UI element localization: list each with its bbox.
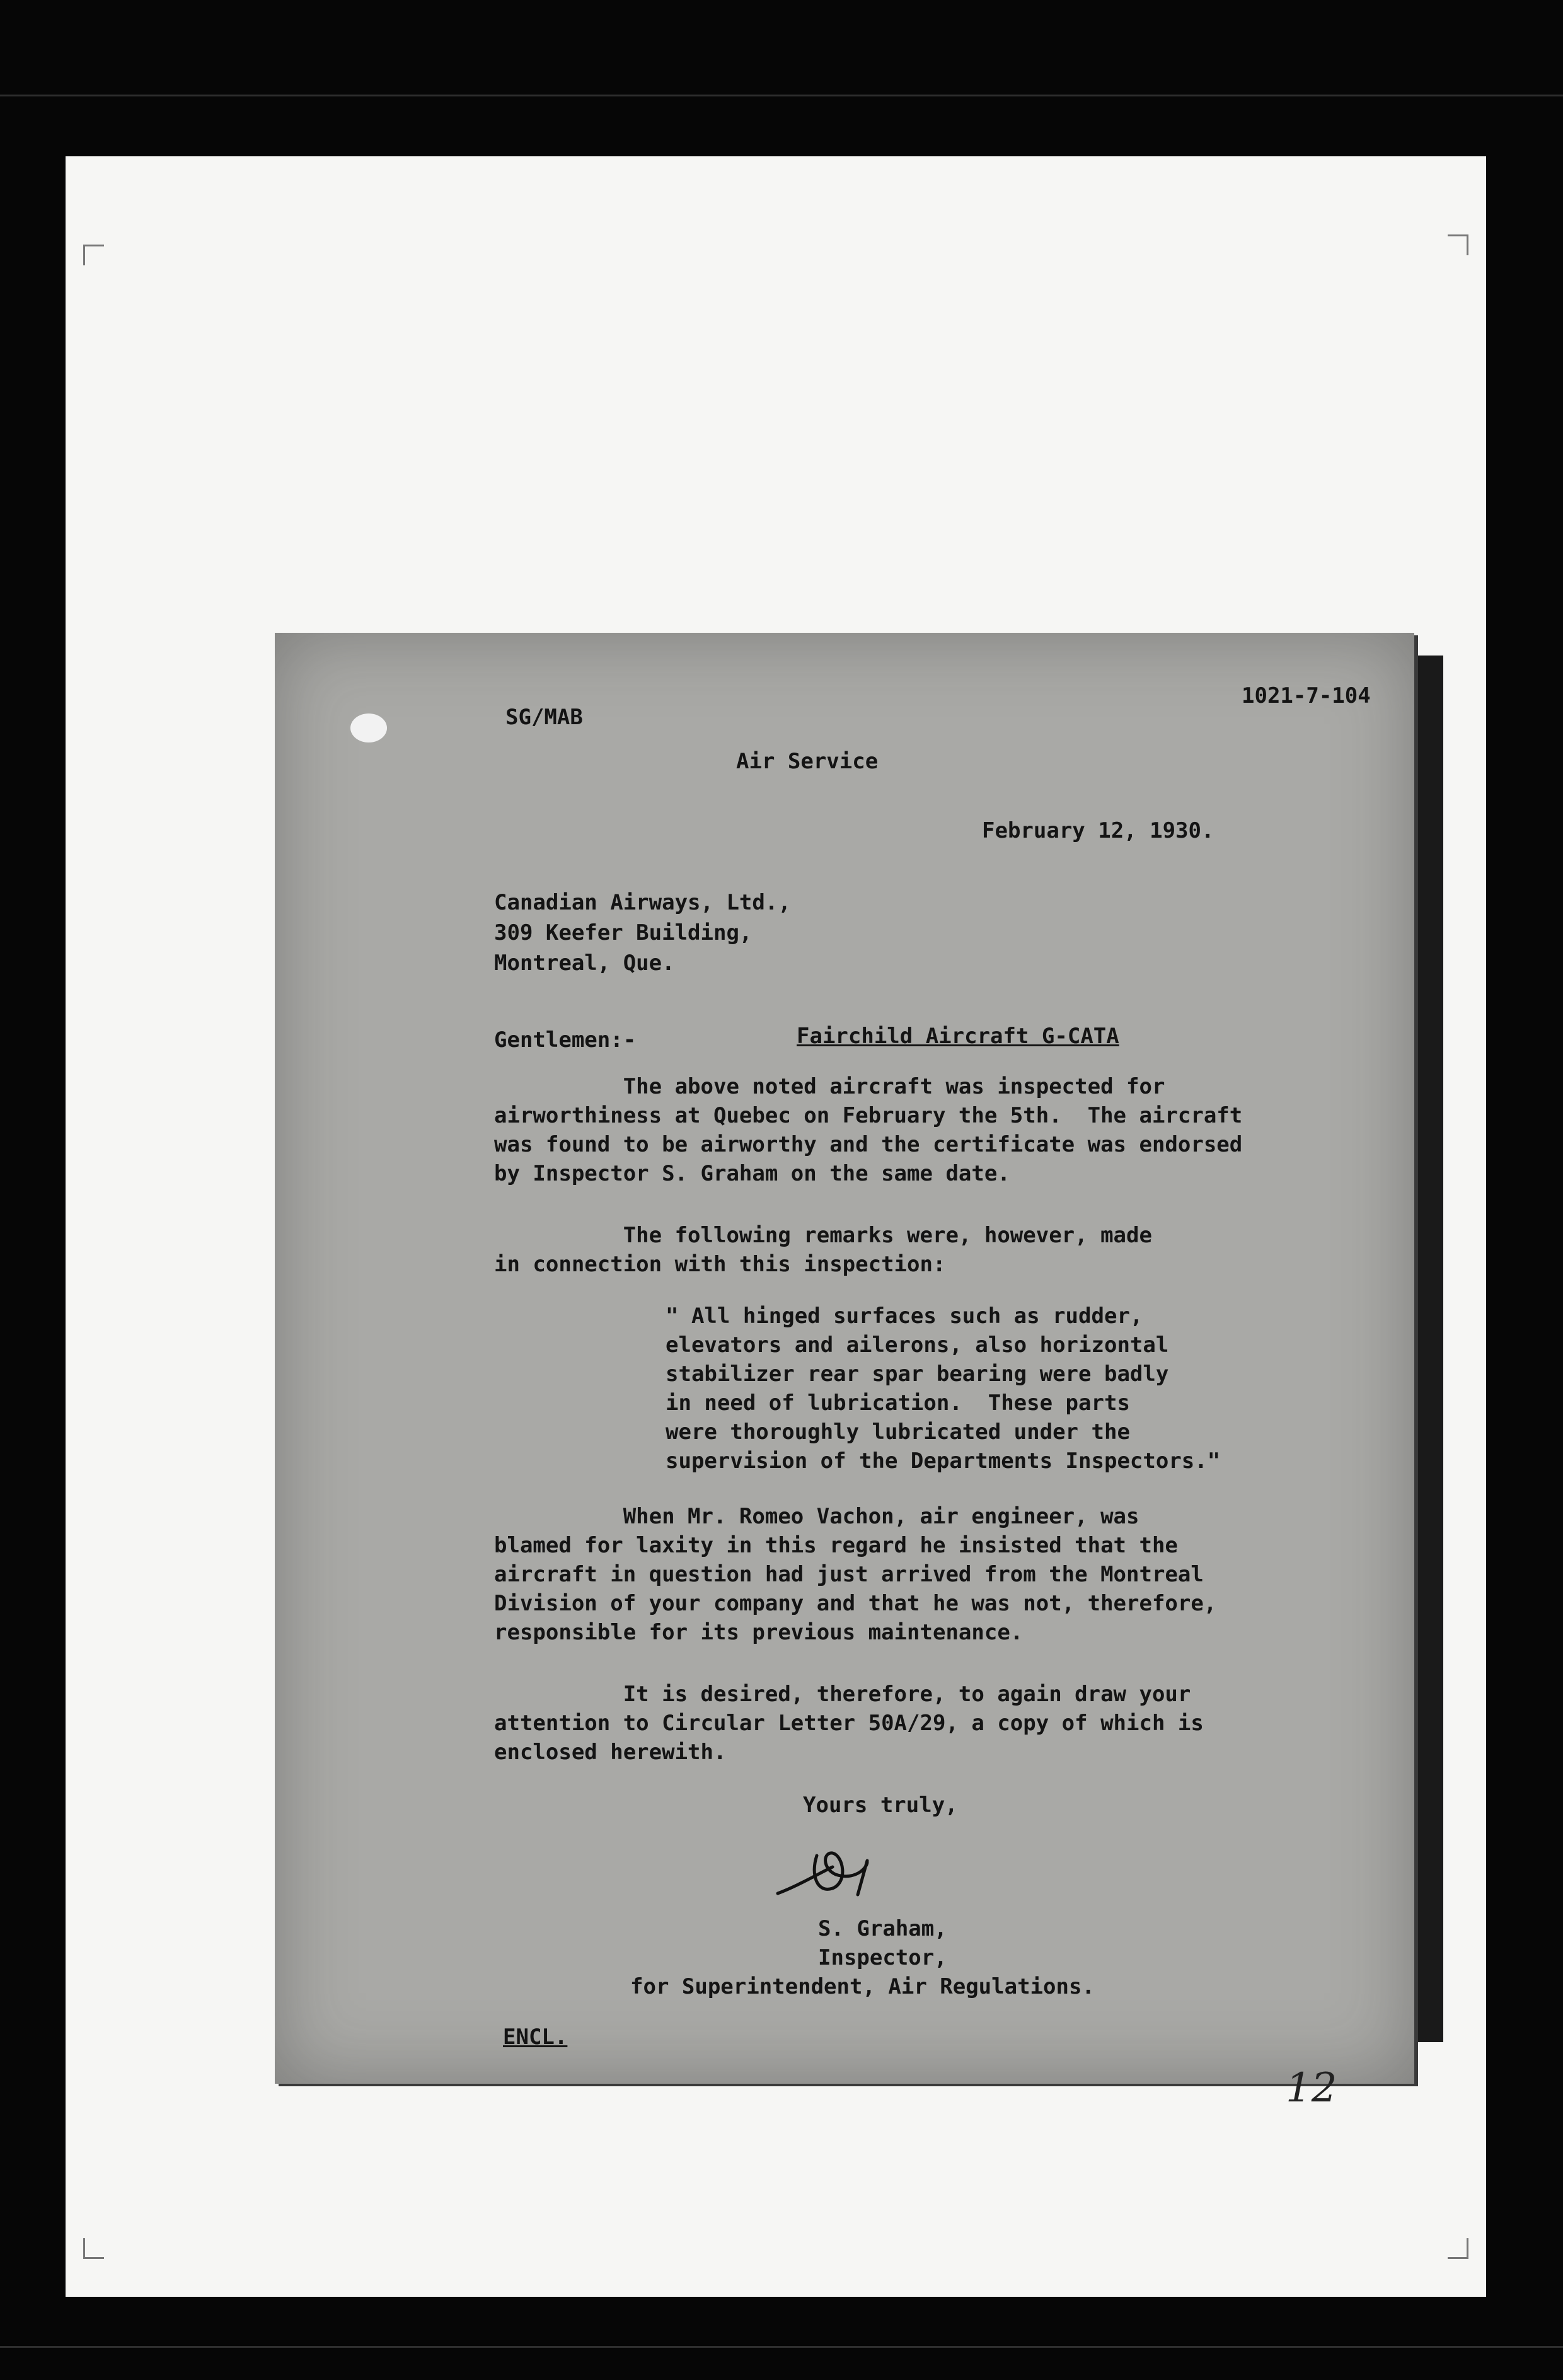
subject-line: Fairchild Aircraft G-CATA xyxy=(797,1024,1119,1049)
addressee-line: Canadian Airways, Ltd., xyxy=(494,890,791,915)
paragraph-line: blamed for laxity in this regard he insisted that the xyxy=(494,1533,1178,1558)
quote-line: elevators and ailerons, also horizontal xyxy=(666,1332,1169,1358)
corner-mark-bottom-left xyxy=(83,2238,104,2259)
closing: Yours truly, xyxy=(803,1793,958,1818)
paragraph-line: airworthiness at Quebec on February the 5th. The aircraft xyxy=(494,1103,1243,1128)
reference-initials: SG/MAB xyxy=(505,705,583,730)
paragraph-line: aircraft in question had just arrived from the Montreal xyxy=(494,1562,1204,1587)
addressee-line: 309 Keefer Building, xyxy=(494,920,753,945)
corner-mark-top-right xyxy=(1448,234,1468,255)
addressee-line: Montreal, Que. xyxy=(494,950,675,976)
corner-mark-top-left xyxy=(83,245,104,265)
paragraph-line: Division of your company and that he was not, therefore, xyxy=(494,1591,1217,1616)
signatory-title: Inspector, xyxy=(818,1945,947,1970)
quote-line: stabilizer rear spar bearing were badly xyxy=(666,1361,1169,1387)
paragraph-line: The above noted aircraft was inspected for xyxy=(494,1074,1165,1099)
file-number: 1021-7-104 xyxy=(1242,683,1371,708)
letter-date: February 12, 1930. xyxy=(982,818,1214,843)
paragraph-line: responsible for its previous maintenance. xyxy=(494,1620,1024,1645)
quote-line: " All hinged surfaces such as rudder, xyxy=(666,1303,1143,1329)
handwritten-signature xyxy=(773,1830,899,1906)
paragraph-line: When Mr. Romeo Vachon, air engineer, was xyxy=(494,1504,1139,1529)
paragraph-line: was found to be airworthy and the certificate was endorsed xyxy=(494,1132,1243,1157)
paragraph-line: enclosed herewith. xyxy=(494,1740,727,1765)
signatory-name: S. Graham, xyxy=(818,1916,947,1941)
corner-mark-bottom-right xyxy=(1448,2238,1468,2259)
sheet-shadow-edge xyxy=(1414,656,1443,2042)
paragraph-line: The following remarks were, however, made xyxy=(494,1223,1152,1248)
letter-sheet xyxy=(275,633,1414,2111)
quote-line: supervision of the Departments Inspectors." xyxy=(666,1448,1221,1474)
department-heading: Air Service xyxy=(736,749,879,774)
quote-line: were thoroughly lubricated under the xyxy=(666,1419,1130,1445)
enclosure-note: ENCL. xyxy=(503,2025,568,2050)
page-number-handwritten: 12 xyxy=(1286,2065,1337,2111)
paragraph-line: by Inspector S. Graham on the same date. xyxy=(494,1161,1010,1186)
paragraph-line: in connection with this inspection: xyxy=(494,1252,946,1277)
punch-hole xyxy=(350,713,387,742)
salutation: Gentlemen:- xyxy=(494,1027,637,1053)
paragraph-line: It is desired, therefore, to again draw your xyxy=(494,1682,1191,1707)
quote-line: in need of lubrication. These parts xyxy=(666,1390,1130,1416)
signatory-office: for Superintendent, Air Regulations. xyxy=(630,1974,1095,1999)
paragraph-line: attention to Circular Letter 50A/29, a copy of which is xyxy=(494,1711,1204,1736)
